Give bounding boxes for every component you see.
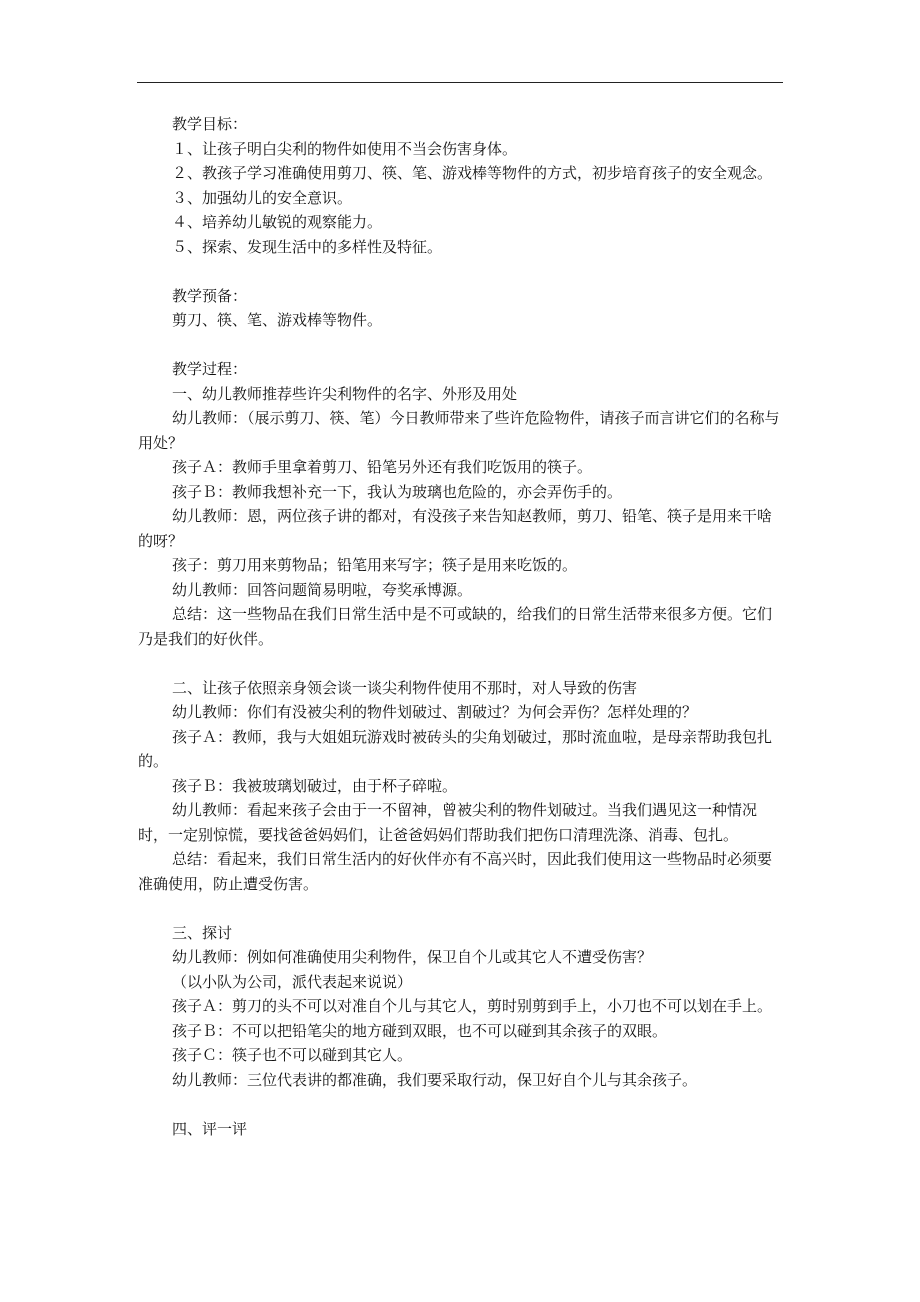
section-part-two [138, 676, 784, 897]
paragraph: 幼儿教师：恩，两位孩子讲的都对，有没孩子来告知赵教师，剪刀、铅笔、筷子是用来干啥的呀？ [138, 507, 773, 550]
section-heading: 教学过程： [172, 360, 248, 378]
paragraph: 剪刀、筷、笔、游戏棒等物件。 [172, 311, 383, 329]
section-teaching-process [138, 357, 784, 651]
paragraph: 孩子Ｂ：不可以把铅笔尖的地方碰到双眼，也不可以碰到其余孩子的双眼。 [172, 1021, 668, 1040]
section-spacer [138, 651, 784, 676]
paragraph: ２、教孩子学习准确使用剪刀、筷、笔、游戏棒等物件的方式，初步培育孩子的安全观念。 [172, 164, 773, 182]
paragraph: ４、培养幼儿敏锐的观察能力。 [172, 213, 383, 231]
paragraph: ５、探索、发现生活中的多样性及特征。 [172, 237, 443, 256]
subsection-heading: 一、幼儿教师推荐些许尖利物件的名字、外形及用处 [172, 384, 518, 403]
section-part-three [138, 921, 784, 1093]
paragraph: 幼儿教师：你们有没被尖利的物件划破过、割破过？为何会弄伤？怎样处理的？ [172, 703, 698, 721]
paragraph: 孩子Ａ：教师手里拿着剪刀、铅笔另外还有我们吃饭用的筷子。 [172, 458, 593, 476]
section-teaching-goals [138, 112, 784, 259]
paragraph: 孩子：剪刀用来剪物品；铅笔用来写字；筷子是用来吃饭的。 [172, 556, 578, 574]
header-rule [137, 82, 783, 83]
paragraph: （以小队为公司，派代表起来说说） [172, 972, 413, 991]
subsection-heading: 四、评一评 [172, 1119, 248, 1138]
paragraph: 总结：这一些物品在我们日常生活中是不可或缺的，给我们的日常生活带来很多方便。它们乃是我们的好伙伴。 [138, 605, 773, 648]
document-body [138, 112, 784, 1141]
section-spacer [138, 259, 784, 284]
paragraph: 幼儿教师：例如何准确使用尖利物件，保卫自个儿或其它人不遭受伤害？ [172, 948, 653, 966]
section-spacer [138, 896, 784, 921]
paragraph: 孩子Ｃ：筷子也不可以碰到其它人。 [172, 1046, 413, 1064]
paragraph: 孩子Ｂ：教师我想补充一下，我认为玻璃也危险的，亦会弄伤手的。 [172, 482, 623, 501]
paragraph: 孩子Ａ：教师，我与大姐姐玩游戏时被砖头的尖角划破过，那时流血啦，是母亲帮助我包扎的。 [138, 727, 773, 770]
paragraph: 孩子Ｂ：我被玻璃划破过，由于杯子碎啦。 [172, 776, 458, 795]
paragraph: ３、加强幼儿的安全意识。 [172, 188, 353, 207]
section-heading: 教学目标： [172, 115, 248, 133]
section-spacer [138, 333, 784, 358]
section-teaching-preparation [138, 284, 784, 333]
subsection-heading: 三、探讨 [172, 923, 233, 942]
paragraph: 幼儿教师：看起来孩子会由于一不留神，曾被尖利的物件划破过。当我们遇见这一种情况时，一定别惊慌，要找爸爸妈妈们，让爸爸妈妈们帮助我们把伤口清理洗涤、消毒、包扎。 [138, 801, 758, 844]
paragraph: 幼儿教师：（展示剪刀、筷、笔）今日教师带来了些许危险物件，请孩子而言讲它们的名称与用处？ [138, 409, 780, 452]
section-part-four [138, 1117, 784, 1142]
paragraph: 幼儿教师：三位代表讲的都准确，我们要采取行动，保卫好自个儿与其余孩子。 [172, 1070, 698, 1089]
section-spacer [138, 1092, 784, 1117]
section-heading: 教学预备： [172, 286, 248, 305]
subsection-heading: 二、让孩子依照亲身领会谈一谈尖利物件使用不那时，对人导致的伤害 [172, 678, 638, 697]
paragraph: 总结：看起来，我们日常生活内的好伙伴亦有不高兴时，因此我们使用这一些物品时必须要准确使用，防止遭受伤害。 [138, 850, 773, 893]
paragraph: 幼儿教师：回答问题简易明啦，夸奖承博源。 [172, 580, 473, 599]
paragraph: 孩子Ａ：剪刀的头不可以对准自个儿与其它人，剪时别剪到手上，小刀也不可以划在手上。 [172, 997, 773, 1015]
paragraph: １、让孩子明白尖利的物件如使用不当会伤害身体。 [172, 139, 518, 158]
